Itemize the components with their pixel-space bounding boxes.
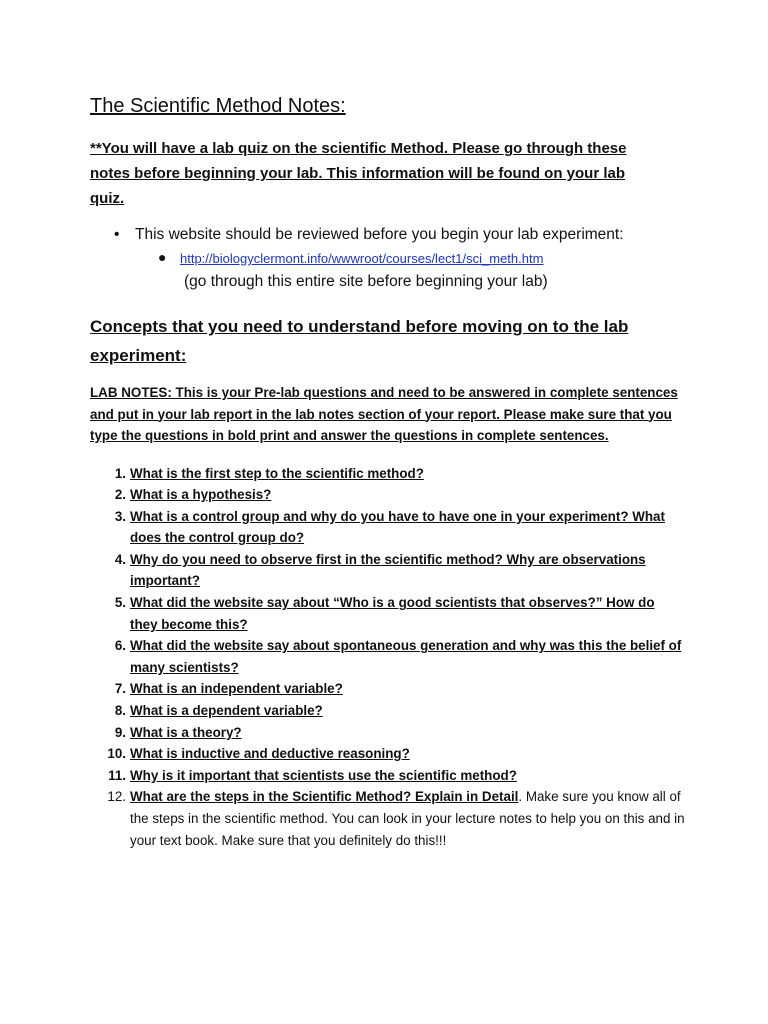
question-item: [90, 678, 685, 700]
question-item: [90, 765, 685, 787]
question-number: 10.: [107, 746, 126, 762]
website-link-row: [90, 248, 690, 270]
question-text: Why is it important that scientists use the scientific method?: [130, 767, 517, 783]
question-text: What is a dependent variable?: [130, 703, 323, 719]
question-item: [90, 463, 685, 485]
question-text: What is a theory?: [130, 724, 242, 740]
question-number: 12.: [107, 789, 126, 805]
question-text: What is an independent variable?: [130, 681, 343, 697]
question-text: What are the steps in the Scientific Method? Explain in Detail: [130, 789, 519, 805]
website-link[interactable]: http://biologyclermont.info/wwwroot/courses/lect1/sci_meth.htm: [180, 251, 544, 266]
question-number: 6.: [114, 638, 126, 654]
lab-notes-paragraph: LAB NOTES: This is your Pre-lab questions and need to be answered in complete sentences and put in your lab report in the lab notes section of your report. Please make sure that you type the questions in bold print and answer the questions in complete sentences.: [90, 385, 678, 443]
question-number: 7.: [114, 681, 126, 697]
page-title: The Scientific Method Notes:: [90, 95, 346, 117]
question-number: 3.: [114, 508, 126, 524]
question-item: [90, 635, 685, 678]
question-number: 9.: [114, 724, 126, 740]
question-item: [90, 484, 685, 506]
bullet-icon: •: [114, 226, 120, 243]
question-text: What did the website say about “Who is a good scientists that observes?” How do they become this?: [130, 595, 655, 632]
question-number: 11.: [108, 767, 126, 783]
question-number: 4.: [114, 551, 126, 567]
question-list: [90, 463, 690, 852]
bullet-icon: ●: [158, 249, 167, 265]
document-page: [90, 92, 690, 851]
question-number: 5.: [114, 595, 126, 611]
website-bullet: [90, 223, 690, 247]
concepts-heading: Concepts that you need to understand before moving on to the lab experiment:: [90, 317, 629, 365]
question-text: What is a control group and why do you have to have one in your experiment? What does the control group do?: [130, 508, 665, 546]
question-item: [90, 743, 685, 765]
question-number: 1.: [114, 465, 126, 481]
website-link-note: (go through this entire site before beginning your lab): [184, 273, 548, 290]
question-number: 8.: [114, 703, 126, 719]
question-text: What is the first step to the scientific method?: [130, 465, 424, 481]
question-text: What is a hypothesis?: [130, 487, 272, 503]
question-item: [90, 722, 685, 744]
question-number: 2.: [114, 487, 126, 503]
website-bullet-list: [90, 223, 690, 294]
question-item: [90, 700, 685, 722]
question-text: What did the website say about spontaneous generation and why was this the belief of many scientists?: [130, 638, 682, 675]
question-item: [90, 549, 685, 592]
question-text: What is inductive and deductive reasoning?: [130, 746, 410, 762]
website-bullet-text: This website should be reviewed before you begin your lab experiment:: [135, 226, 624, 243]
question-item: [90, 786, 685, 851]
quiz-warning: **You will have a lab quiz on the scientific Method. Please go through these notes before beginning your lab. This information will be found on your lab quiz.: [90, 140, 627, 207]
question-item: [90, 592, 685, 635]
question-text: Why do you need to observe first in the scientific method? Why are observations important?: [130, 551, 646, 589]
question-extra-text: . Make sure you know all of the steps in the scientific method. You can look in your lecture notes to help you on this and in your text book. Make sure that you definitely do this!!!: [130, 789, 685, 848]
question-item: [90, 506, 685, 549]
